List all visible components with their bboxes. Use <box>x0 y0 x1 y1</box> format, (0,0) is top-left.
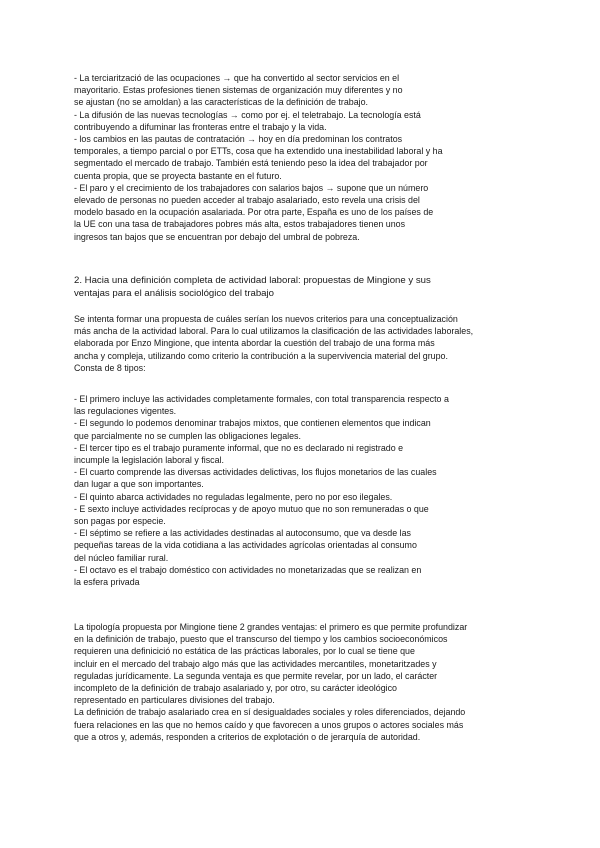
text-line: del núcleo familiar rural. <box>74 552 169 563</box>
text-line: incluir en el mercado del trabajo algo más que las actividades mercantiles, monetaritzades y <box>74 658 437 669</box>
text-line: La tipología propuesta por Mingione tiene 2 grandes ventajas: el primero es que permite profundizar <box>74 622 468 632</box>
text-line: modelo basado en la ocupación asalariada. Por otra parte, España es uno de los países de <box>74 207 434 218</box>
text-line: cuenta propia, que se proyecta bastante en el futuro. <box>74 170 282 181</box>
text-line: contribuyendo a difuminar las fronteras entre el trabajo y la vida. <box>74 121 327 132</box>
text-line: fuera relaciones en las que no hemos caído y que favorecen a unos grupos o actores sociales más <box>74 719 464 730</box>
text-line: - E sexto incluye actividades recíprocas y de apoyo mutuo que no son remuneradas o que <box>74 503 429 514</box>
text-line: reguladas jurídicamente. La segunda ventaja es que permite revelar, por un lado, el carácter <box>74 670 438 681</box>
text-line: elevado de personas no pueden acceder al trabajo asalariado, esto revela una crisis del <box>74 195 420 206</box>
text-line: - La difusión de las nuevas tecnologías → como por ej. el teletrabajo. La tecnología está <box>74 109 421 120</box>
section-heading <box>74 274 530 300</box>
text-line: - El primero incluye las actividades completamente formales, con total transparencia respecto a <box>74 394 449 404</box>
paragraph-causes-list <box>74 72 530 243</box>
text-line: ancha y compleja, utilizando como criterio la contribución a la supervivencia material del grupo. <box>74 350 448 361</box>
text-line: - El paro y el crecimiento de los trabajadores con salarios bajos → supone que un número <box>74 182 429 193</box>
text-line: pequeñas tareas de la vida cotidiana a las actividades agrícolas orientadas al consumo <box>74 540 417 551</box>
text-line: - La terciarització de las ocupaciones → que ha convertido al sector servicios en el <box>74 73 400 83</box>
text-line: más ancha de la actividad laboral. Para lo cual utilizamos la clasificación de las actividades laborales, <box>74 326 474 337</box>
text-line: 2. Hacia una definición completa de actividad laboral: propuestas de Mingione y sus <box>74 275 431 286</box>
text-line: - El tercer tipo es el trabajo puramente informal, que no es declarado ni registrado e <box>74 442 404 453</box>
text-line: ingresos tan bajos que se encuentran por debajo del umbral de pobreza. <box>74 231 360 242</box>
text-line: son pagas por especie. <box>74 516 166 527</box>
text-line: - El octavo es el trabajo doméstico con actividades no monetarizadas que se realizan en <box>74 564 422 575</box>
text-line: - El segundo lo podemos denominar trabajos mixtos, que contienen elementos que indican <box>74 418 431 429</box>
text-line: incumple la legislación laboral y fiscal. <box>74 455 224 466</box>
text-line: - El séptimo se refiere a las actividades destinadas al autoconsumo, que va desde las <box>74 528 411 539</box>
text-line: la UE con una tasa de trabajadores pobres más alta, estos trabajadores tienen unos <box>74 219 406 230</box>
text-line: se ajustan (no se amoldan) a las características de la definición de trabajo. <box>74 97 369 108</box>
text-line: - El quinto abarca actividades no reguladas legalmente, pero no por eso ilegales. <box>74 491 393 502</box>
text-line: mayoritario. Estas profesiones tienen sistemas de organización muy diferentes y no <box>74 85 403 96</box>
text-line: en la definición de trabajo, puesto que el transcurso del tiempo y los cambios socioeconómicos <box>74 634 448 645</box>
text-line: Consta de 8 tipos: <box>74 362 146 373</box>
text-line: ventajas para el análisis sociológico del trabajo <box>74 288 274 299</box>
text-line: - los cambios en las pautas de contratación → hoy en día predominan los contratos <box>74 134 403 145</box>
text-line: elaborada por Enzo Mingione, que intenta abordar la cuestión del trabajo de una forma más <box>74 338 435 349</box>
text-line: dan lugar a que son importantes. <box>74 479 204 490</box>
text-line: - El cuarto comprende las diversas actividades delictivas, los flujos monetarios de las cuales <box>74 467 437 478</box>
text-line: segmentado el mercado de trabajo. También está teniendo peso la idea del trabajador por <box>74 158 428 169</box>
text-line: incompleto de la definición de trabajo asalariado y, por otro, su carácter ideológico <box>74 683 397 694</box>
paragraph-advantages <box>74 621 530 743</box>
text-line: las regulaciones vigentes. <box>74 406 177 417</box>
text-line: representado en particulares divisiones del trabajo. <box>74 695 275 706</box>
paragraph-types-list <box>74 393 530 588</box>
text-line: que a otros y, además, responden a criterios de explotación o de jerarquía de autoridad. <box>74 731 421 742</box>
text-line: La definición de trabajo asalariado crea en sí desigualdades sociales y roles diferenciados, dejando <box>74 707 466 718</box>
text-line: Se intenta formar una propuesta de cuáles serían los nuevos criterios para una conceptualización <box>74 314 458 324</box>
text-line: requieren una definicició no estática de las prácticas laborales, por lo cual se tiene que <box>74 646 415 657</box>
text-line: temporales, a tiempo parcial o por ETTs, cosa que ha extendido una inestabilidad laboral y ha <box>74 146 443 157</box>
text-line: que parcialmente no se cumplen las obligaciones legales. <box>74 430 301 441</box>
text-line: la esfera privada <box>74 577 140 588</box>
paragraph-intro-mingione <box>74 313 530 374</box>
